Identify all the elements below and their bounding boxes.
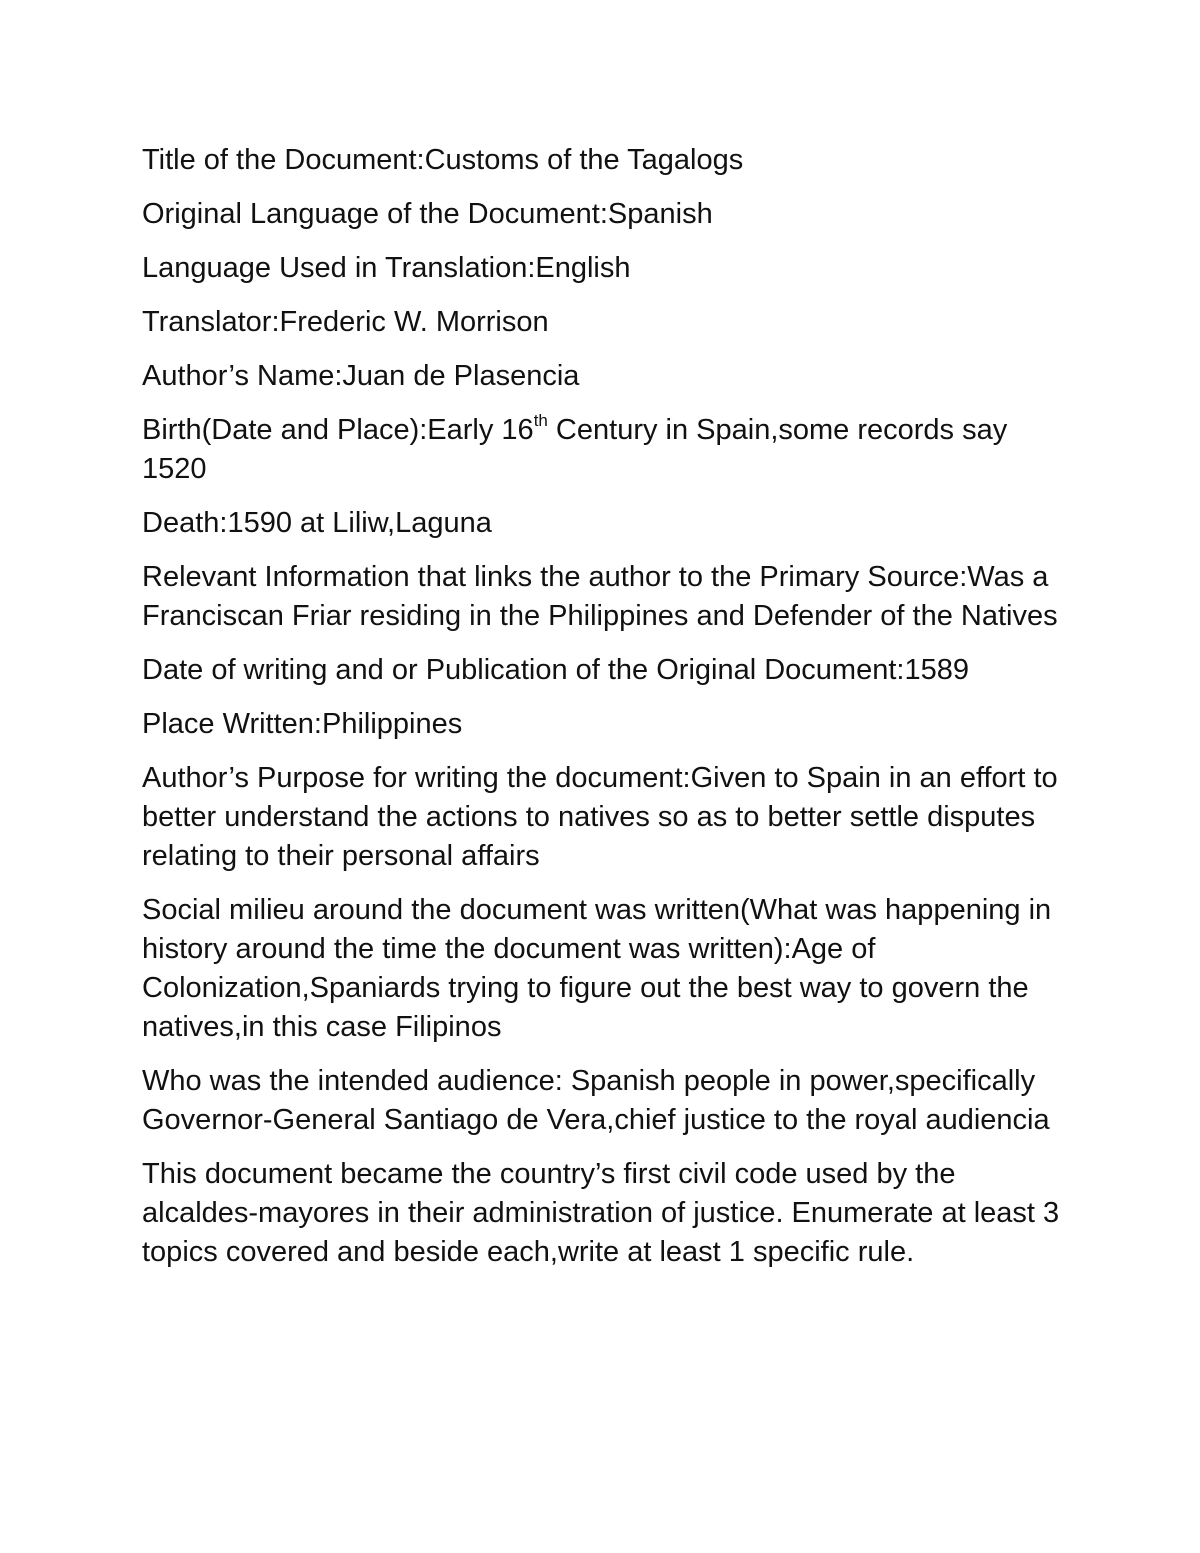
field-civil-code: This document became the country’s first civil code used by the alcaldes-mayores in their administration of justice. Enumerate at least 3 topics covered and beside each,write at least 1 specific rule. [142,1158,1060,1268]
field-birth [142,411,1072,489]
field-social-milieu: Social milieu around the document was written(What was happening in history around the time the document was written):Age of Colonization,Spaniards trying to figure out the best way to govern the natives,in this case Filipinos [142,894,1052,1043]
field-author-name: Author’s Name:Juan de Plasencia [142,360,580,392]
field-relevant-info: Relevant Information that links the author to the Primary Source:Was a Franciscan Friar residing in the Philippines and Defender of the Natives [142,561,1058,632]
field-original-language: Original Language of the Document:Spanish [142,198,713,230]
field-date-writing: Date of writing and or Publication of the Original Document:1589 [142,654,969,686]
birth-text-before: Birth(Date and Place):Early 16 [142,414,534,446]
field-translation-language: Language Used in Translation:English [142,252,631,284]
field-intended-audience: Who was the intended audience: Spanish people in power,specifically Governor-General Santiago de Vera,chief justice to the royal audiencia [142,1065,1050,1136]
document-body [142,141,1072,1287]
field-translator: Translator:Frederic W. Morrison [142,306,549,338]
field-death: Death:1590 at Liliw,Laguna [142,507,492,539]
birth-text-after: Century in Spain,some records say 1520 [142,414,1008,485]
field-place-written: Place Written:Philippines [142,708,463,740]
field-title: Title of the Document:Customs of the Tagalogs [142,144,744,176]
birth-ordinal-suffix: th [533,411,548,431]
field-author-purpose: Author’s Purpose for writing the document:Given to Spain in an effort to better understand the actions to natives so as to better settle disputes relating to their personal affairs [142,762,1058,872]
